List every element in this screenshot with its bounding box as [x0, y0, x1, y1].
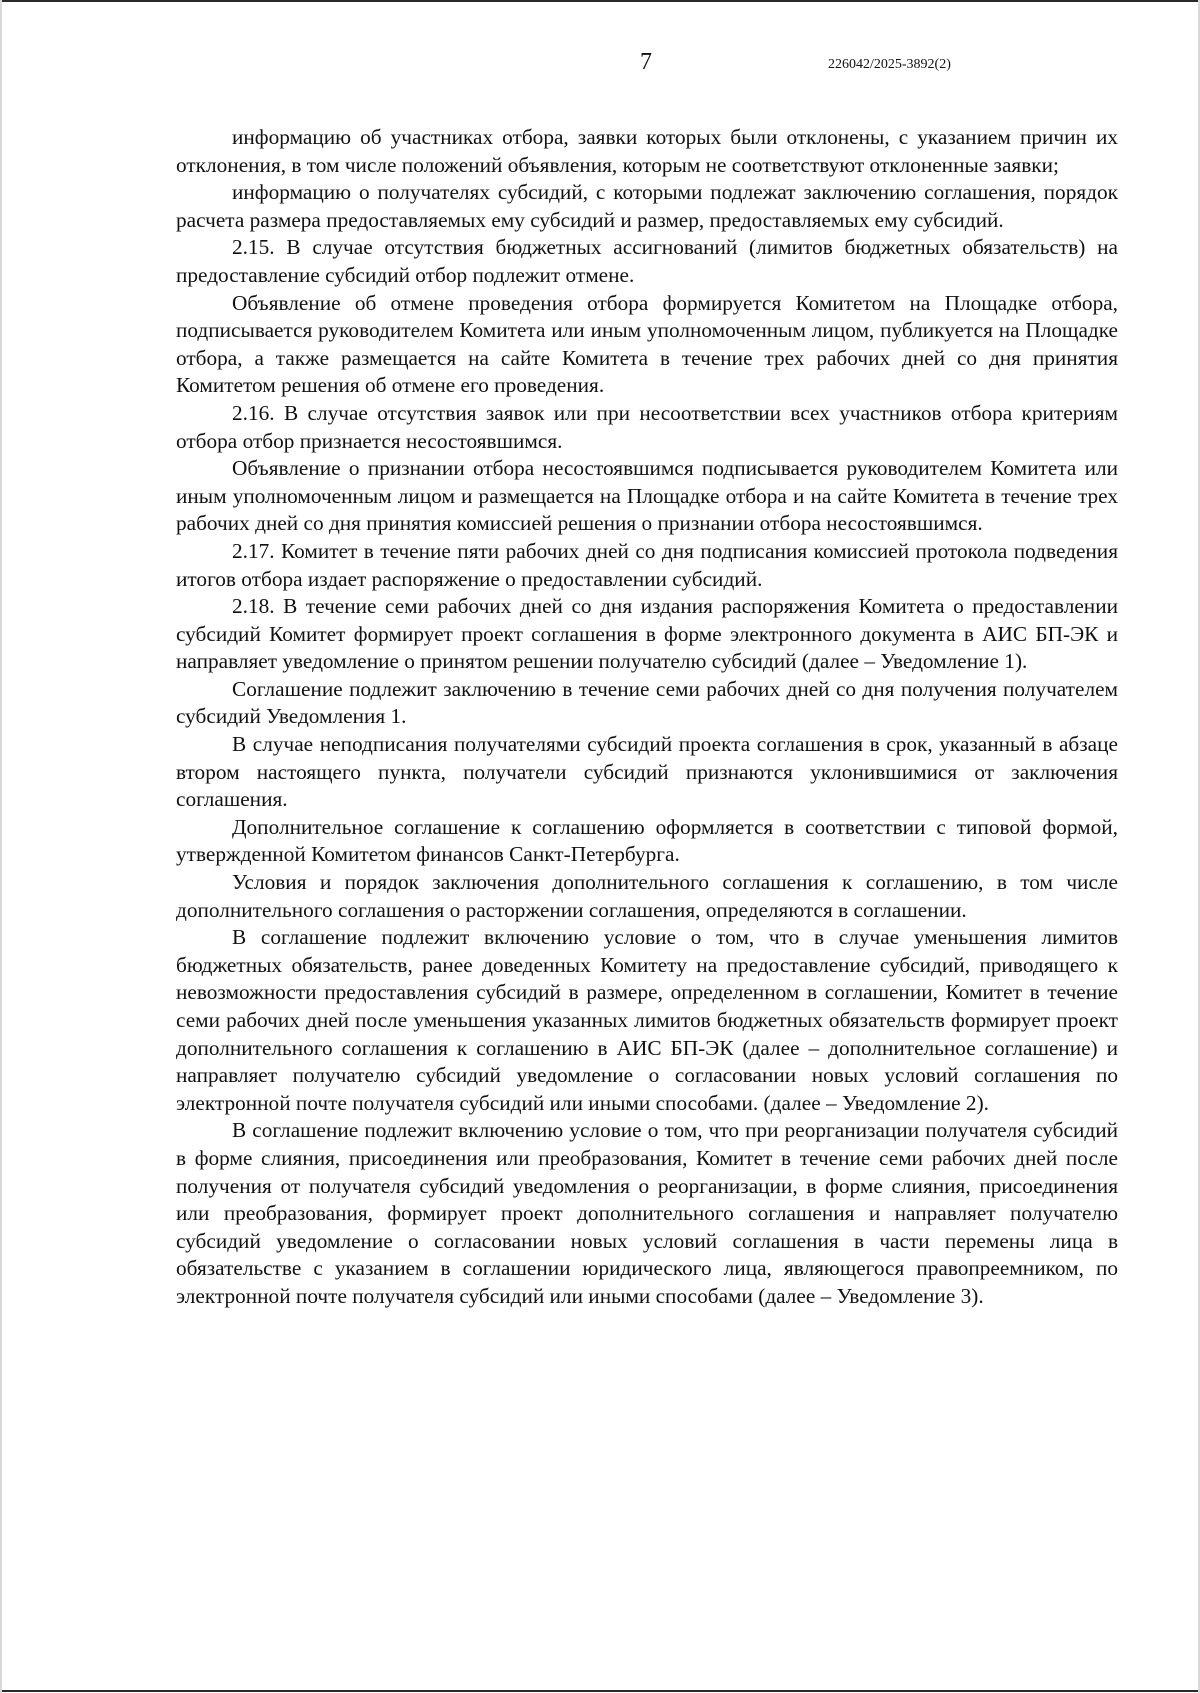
paragraph-cancellation-notice: Объявление об отмене проведения отбора формируется Комитетом на Площадке отбора, подписывается руководителем Комитета или иным уполномоченным лицом, публикуется на Площадке отбора, а также размещается на сайте Комитета в течение трех рабочих дней со дня принятия Комитетом решения об отмене его проведения. [176, 290, 1118, 398]
paragraph-clause-2-16: 2.16. В случае отсутствия заявок или при несоответствии всех участников отбора критериям отбора отбор признается несостоявшимся. [176, 400, 1118, 453]
paragraph-additional-agreement-conditions: Условия и порядок заключения дополнительного соглашения к соглашению, в том числе дополнительного соглашения о расторжении соглашения, определяются в соглашении. [176, 870, 1118, 922]
paragraph-subsidy-recipients-info: информацию о получателях субсидий, с которыми подлежат заключению соглашения, порядок расчета размера предоставляемых ему субсидий и размер, предоставляемых ему субсидий. [176, 180, 1118, 232]
scan-edge-top [0, 0, 1200, 2]
scan-edge-bottom [0, 1690, 1200, 1692]
document-body [176, 124, 1118, 1311]
paragraph-clause-2-17: 2.17. Комитет в течение пяти рабочих дней со дня подписания комиссией протокола подведения итогов отбора издает распоряжение о предоставлении субсидий. [176, 538, 1118, 591]
document-registration-number: 226042/2025-3892(2) [828, 57, 951, 72]
paragraph-clause-2-18: 2.18. В течение семи рабочих дней со дня издания распоряжения Комитета о предоставлении субсидий Комитет формирует проект соглашения в форме электронного документа в АИС БП-ЭК и направляет уведомление о принятом решении получателю субсидий (далее – Уведомление 1). [176, 594, 1118, 674]
paragraph-non-signing: В случае неподписания получателями субсидий проекта соглашения в срок, указанный в абзаце втором настоящего пункта, получатели субсидий признаются уклонившимися от заключения соглашения. [176, 732, 1118, 812]
paragraph-reorganization-condition: В соглашение подлежит включению условие о том, что при реорганизации получателя субсидий в форме слияния, присоединения или преобразования, Комитет в течение семи рабочих дней после получения от получателя субсидий уведомления о реорганизации, в форме слияния, присоединения или преобразования, формирует проект дополнительного соглашения и направляет получателю субсидий уведомление о согласовании новых условий соглашения в части перемены лица в обязательстве с указанием в соглашении юридического лица, являющегося правопреемником, по электронной почте получателя субсидий или иными способами (далее – Уведомление 3). [176, 1118, 1118, 1308]
paragraph-failed-selection-notice: Объявление о признании отбора несостоявшимся подписывается руководителем Комитета или иным уполномоченным лицом и размещается на Площадке отбора и на сайте Комитета в течение трех рабочих дней со дня принятия комиссией решения о признании отбора несостоявшимся. [176, 456, 1118, 536]
paragraph-additional-agreement-form: Дополнительное соглашение к соглашению оформляется в соответствии с типовой формой, утвержденной Комитетом финансов Санкт-Петербурга. [176, 814, 1118, 867]
paragraph-limits-reduction-condition: В соглашение подлежит включению условие о том, что в случае уменьшения лимитов бюджетных обязательств, ранее доведенных Комитету на предоставление субсидий, приводящего к невозможности предоставления субсидий в размере, определенном в соглашении, Комитет в течение семи рабочих дней после уменьшения указанных лимитов бюджетных обязательств формирует проект дополнительного соглашения к соглашению в АИС БП-ЭК (далее – дополнительное соглашение) и направляет получателю субсидий уведомление о согласовании новых условий соглашения по электронной почте получателя субсидий или иными способами. (далее – Уведомление 2). [176, 925, 1118, 1115]
paragraph-rejected-participants-info: информацию об участниках отбора, заявки которых были отклонены, с указанием причин их отклонения, в том числе положений объявления, которым не соответствуют отклоненные заявки; [176, 125, 1118, 177]
page-number: 7 [640, 49, 652, 75]
scan-edge-left [0, 0, 2, 1693]
paragraph-clause-2-15: 2.15. В случае отсутствия бюджетных ассигнований (лимитов бюджетных обязательств) на предоставление субсидий отбор подлежит отмене. [176, 235, 1118, 287]
paragraph-agreement-term: Соглашение подлежит заключению в течение семи рабочих дней со дня получения получателем субсидий Уведомления 1. [176, 676, 1118, 729]
